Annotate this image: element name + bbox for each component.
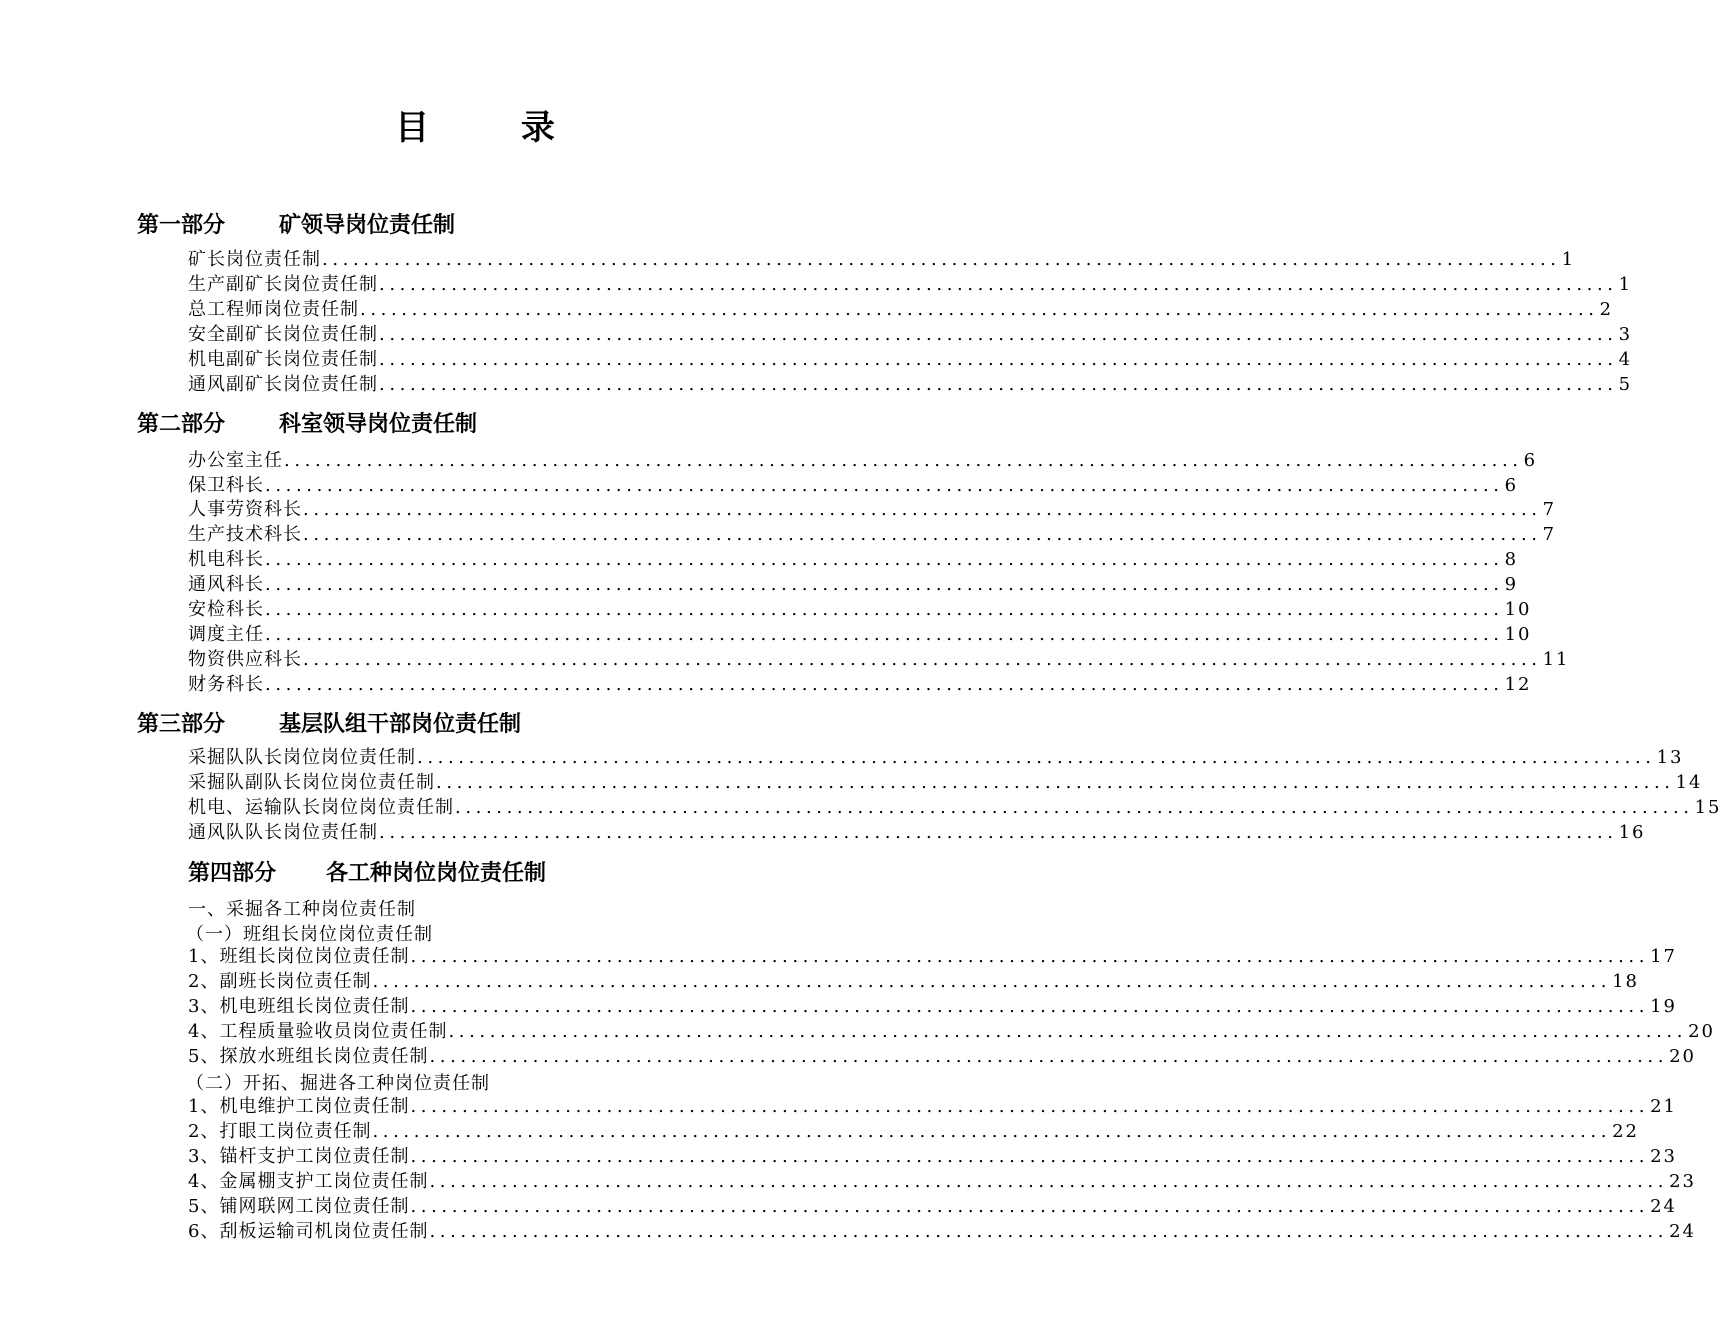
entry-label: 财务科长 [188,674,264,695]
page-title: 目 录 [395,108,595,148]
entry-page: 15 [1694,797,1722,818]
entry-page: 12 [1504,674,1532,695]
entry-label: 通风副矿长岗位责任制 [188,374,378,395]
toc-entry[interactable] [188,1194,1677,1219]
part-number: 第四部分 [188,860,277,886]
entry-page: 10 [1504,624,1532,645]
entry-page: 19 [1650,996,1677,1017]
dot-leader: ........................................................................................................................ [265,574,1504,595]
entry-label: 安全副矿长岗位责任制 [188,324,378,345]
toc-entry[interactable] [188,448,1538,473]
entry-label: 办公室主任 [188,450,283,471]
entry-label: 生产副矿长岗位责任制 [188,274,378,295]
dot-leader: ........................................................................................................................ [379,374,1618,395]
part-title: 各工种岗位岗位责任制 [326,860,547,886]
entry-label: 4、金属棚支护工岗位责任制 [188,1171,429,1192]
toc-entry[interactable] [188,622,1532,647]
entry-page: 1 [1618,274,1633,295]
entry-label: 3、锚杆支护工岗位责任制 [188,1146,410,1167]
toc-entry[interactable] [188,247,1576,272]
entry-label: 通风科长 [188,574,264,595]
entry-label: 采掘队队长岗位岗位责任制 [188,747,416,768]
entry-label: 采掘队副队长岗位岗位责任制 [188,772,435,793]
entry-page: 22 [1612,1121,1639,1142]
toc-entry[interactable] [188,473,1519,498]
part-title: 矿领导岗位责任制 [279,212,456,238]
dot-leader: ........................................................................................................................ [303,499,1542,520]
entry-page: 23 [1669,1171,1696,1192]
part-4-heading [188,856,546,887]
toc-entry[interactable] [188,1019,1715,1044]
toc-entry[interactable] [188,672,1532,697]
group-heading: （一）班组长岗位岗位责任制 [186,924,433,945]
toc-entry[interactable] [188,944,1677,969]
entry-page: 16 [1618,822,1646,843]
entry-page: 17 [1650,946,1677,967]
toc-entry[interactable] [188,272,1633,297]
section-heading: 一、采掘各工种岗位责任制 [188,899,416,920]
toc-entry[interactable] [188,322,1633,347]
dot-leader: ........................................................................................................................ [284,450,1523,471]
entry-label: 6、刮板运输司机岗位责任制 [188,1221,429,1242]
dot-leader: ........................................................................................................................ [265,624,1504,645]
dot-leader: ........................................................................................................................ [379,349,1618,370]
part-title: 基层队组干部岗位责任制 [279,711,522,737]
dot-leader: ........................................................................................................................ [322,249,1561,270]
entry-label: 1、机电维护工岗位责任制 [188,1096,410,1117]
toc-entry[interactable] [188,347,1633,372]
dot-leader: ........................................................................................................................ [410,1196,1650,1217]
dot-leader: ........................................................................................................................ [372,1121,1612,1142]
part-title: 科室领导岗位责任制 [279,411,478,437]
entry-page: 9 [1504,574,1519,595]
toc-entry[interactable] [188,1094,1677,1119]
dot-leader: ........................................................................................................................ [265,674,1504,695]
part-2-heading [137,407,477,438]
entry-label: 机电副矿长岗位责任制 [188,349,378,370]
dot-leader: ........................................................................................................................ [429,1171,1669,1192]
toc-entry[interactable] [188,770,1703,795]
toc-entry[interactable] [188,795,1722,820]
entry-page: 21 [1650,1096,1677,1117]
entry-page: 24 [1650,1196,1677,1217]
toc-entry[interactable] [188,820,1646,845]
part-number: 第三部分 [137,711,226,737]
entry-label: 物资供应科长 [188,649,302,670]
entry-page: 7 [1542,524,1557,545]
toc-entry[interactable] [188,1219,1696,1244]
toc-entry[interactable] [188,1169,1696,1194]
entry-label: 机电科长 [188,549,264,570]
dot-leader: ........................................................................................................................ [455,797,1694,818]
toc-entry[interactable] [188,1144,1677,1169]
dot-leader: ........................................................................................................................ [379,822,1618,843]
dot-leader: ........................................................................................................................ [410,996,1650,1017]
entry-page: 18 [1612,971,1639,992]
dot-leader: ........................................................................................................................ [448,1021,1688,1042]
toc-entry[interactable] [188,372,1633,397]
toc-entry[interactable] [188,297,1614,322]
entry-label: 保卫科长 [188,475,264,496]
dot-leader: ........................................................................................................................ [372,971,1612,992]
dot-leader: ........................................................................................................................ [265,475,1504,496]
entry-label: 总工程师岗位责任制 [188,299,359,320]
entry-label: 2、副班长岗位责任制 [188,971,372,992]
entry-page: 1 [1561,249,1576,270]
dot-leader: ........................................................................................................................ [379,274,1618,295]
toc-entry[interactable] [188,1119,1639,1144]
entry-page: 10 [1504,599,1532,620]
toc-entry[interactable] [188,597,1532,622]
entry-label: 安检科长 [188,599,264,620]
dot-leader: ........................................................................................................................ [410,1096,1650,1117]
entry-page: 24 [1669,1221,1696,1242]
dot-leader: ........................................................................................................................ [417,747,1656,768]
entry-label: 3、机电班组长岗位责任制 [188,996,410,1017]
entry-page: 5 [1618,374,1633,395]
dot-leader: ........................................................................................................................ [410,1146,1650,1167]
part-1-heading [137,208,455,239]
part-number: 第一部分 [137,212,226,238]
entry-label: 人事劳资科长 [188,499,302,520]
entry-page: 7 [1542,499,1557,520]
entry-page: 13 [1656,747,1684,768]
entry-label: 1、班组长岗位岗位责任制 [188,946,410,967]
toc-entry[interactable] [188,994,1677,1019]
entry-label: 通风队队长岗位责任制 [188,822,378,843]
dot-leader: ........................................................................................................................ [265,549,1504,570]
entry-page: 14 [1675,772,1703,793]
entry-page: 20 [1669,1046,1696,1067]
entry-label: 5、探放水班组长岗位责任制 [188,1046,429,1067]
toc-entry[interactable] [188,497,1557,522]
dot-leader: ........................................................................................................................ [429,1046,1669,1067]
entry-label: 生产技术科长 [188,524,302,545]
entry-page: 4 [1618,349,1633,370]
entry-label: 2、打眼工岗位责任制 [188,1121,372,1142]
toc-entry[interactable] [188,572,1519,597]
entry-label: 调度主任 [188,624,264,645]
dot-leader: ........................................................................................................................ [429,1221,1669,1242]
dot-leader: ........................................................................................................................ [360,299,1599,320]
toc-entry[interactable] [188,969,1639,994]
entry-page: 6 [1523,450,1538,471]
toc-entry[interactable] [188,745,1684,770]
entry-page: 8 [1504,549,1519,570]
entry-page: 3 [1618,324,1633,345]
group-heading: （二）开拓、掘进各工种岗位责任制 [186,1073,490,1094]
part-3-heading [137,707,521,738]
entry-page: 11 [1542,649,1570,670]
toc-entry[interactable] [188,1044,1696,1069]
toc-entry[interactable] [188,522,1557,547]
entry-page: 20 [1688,1021,1715,1042]
entry-label: 5、铺网联网工岗位责任制 [188,1196,410,1217]
dot-leader: ........................................................................................................................ [379,324,1618,345]
entry-page: 23 [1650,1146,1677,1167]
dot-leader: ........................................................................................................................ [265,599,1504,620]
dot-leader: ........................................................................................................................ [303,649,1542,670]
part-number: 第二部分 [137,411,226,437]
toc-entry[interactable] [188,547,1519,572]
entry-label: 4、工程质量验收员岗位责任制 [188,1021,448,1042]
dot-leader: ........................................................................................................................ [303,524,1542,545]
entry-label: 机电、运输队长岗位岗位责任制 [188,797,454,818]
toc-entry[interactable] [188,647,1570,672]
dot-leader: ........................................................................................................................ [410,946,1650,967]
dot-leader: ........................................................................................................................ [436,772,1675,793]
entry-page: 2 [1599,299,1614,320]
entry-page: 6 [1504,475,1519,496]
entry-label: 矿长岗位责任制 [188,249,321,270]
